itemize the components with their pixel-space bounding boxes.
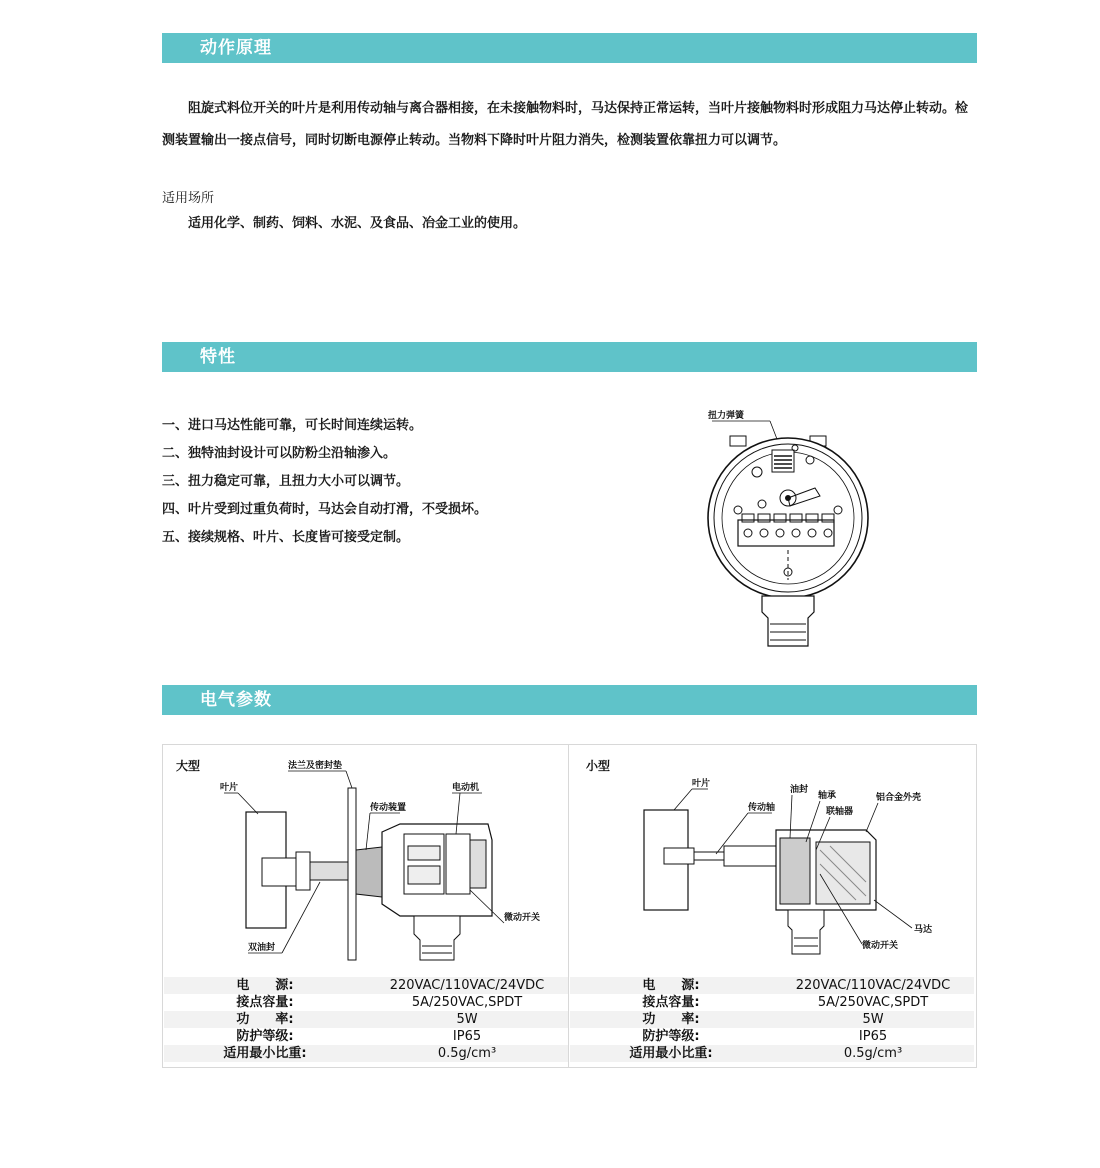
spec-key: 防护等级: xyxy=(236,1029,294,1044)
usage-text: 适用化学、制药、饲料、水泥、及食品、冶金工业的使用。 xyxy=(188,216,527,231)
spec-value: 0.5g/cm³ xyxy=(366,1045,568,1062)
feature-item: 二、独特油封设计可以防粉尘沿轴渗入。 xyxy=(162,446,397,461)
spec-key: 防护等级: xyxy=(642,1029,700,1044)
small-spec-table xyxy=(570,977,974,1062)
label-housing: 铝合金外壳 xyxy=(876,793,922,803)
features-list xyxy=(162,412,487,552)
feature-item: 一、进口马达性能可靠，可长时间连续运转。 xyxy=(162,418,423,433)
label-small-motor: 马达 xyxy=(914,925,933,935)
label-shaft: 传动轴 xyxy=(748,803,776,813)
label-drive: 传动装置 xyxy=(370,803,407,813)
large-model-title: 大型 xyxy=(176,759,201,773)
table-row xyxy=(570,994,974,1011)
large-model-diagram xyxy=(170,750,565,972)
label-bearing: 轴承 xyxy=(818,791,837,801)
label-small-microswitch: 微动开关 xyxy=(862,941,899,951)
spec-key: 电 源: xyxy=(570,977,772,994)
spec-value: 5W xyxy=(366,1011,568,1028)
table-row xyxy=(570,1045,974,1062)
spec-value: 5A/250VAC,SPDT xyxy=(411,995,523,1010)
spec-value: 5W xyxy=(772,1011,974,1028)
table-row xyxy=(164,977,568,994)
table-row xyxy=(164,994,568,1011)
params-divider xyxy=(568,744,569,1068)
table-row xyxy=(164,1045,568,1062)
spec-value: 5A/250VAC,SPDT xyxy=(817,995,929,1010)
feature-item: 四、叶片受到过重负荷时，马达会自动打滑，不受损坏。 xyxy=(162,502,488,517)
spec-key: 功 率: xyxy=(570,1011,772,1028)
principle-paragraph: 阻旋式料位开关的叶片是利用传动轴与离合器相接，在未接触物料时，马达保持正常运转，当叶片接触物料时形成阻力马达停止转动。检测装置输出一接点信号，同时切断电源停止转动。当物料下降时叶片阻力消失，检测装置依靠扭力可以调节。 xyxy=(162,101,969,148)
table-row xyxy=(570,1028,974,1045)
label-motor: 电动机 xyxy=(452,783,480,793)
label-double-seal: 双油封 xyxy=(248,943,276,953)
label-blade: 叶片 xyxy=(220,783,239,793)
section-title-electrical: 电气参数 xyxy=(162,685,977,715)
table-row xyxy=(570,977,974,994)
label-coupling: 联轴器 xyxy=(826,807,854,817)
spec-value: IP65 xyxy=(452,1029,482,1044)
table-row xyxy=(164,1028,568,1045)
spec-key: 功 率: xyxy=(164,1011,366,1028)
label-microswitch: 微动开关 xyxy=(504,913,541,923)
table-row xyxy=(570,1011,974,1028)
feature-item: 三、扭力稳定可靠，且扭力大小可以调节。 xyxy=(162,474,410,489)
spec-value: 220VAC/110VAC/24VDC xyxy=(366,977,568,994)
label-flange: 法兰及密封垫 xyxy=(288,761,343,771)
spec-value: 0.5g/cm³ xyxy=(772,1045,974,1062)
small-model-title: 小型 xyxy=(586,759,611,773)
spec-key: 电 源: xyxy=(164,977,366,994)
small-model-diagram xyxy=(576,750,971,972)
table-row xyxy=(164,1011,568,1028)
torsion-spring-label: 扭力弹簧 xyxy=(708,411,745,421)
spec-key: 适用最小比重: xyxy=(570,1045,772,1062)
spec-key: 适用最小比重: xyxy=(164,1045,366,1062)
label-oil-seal: 油封 xyxy=(790,785,809,795)
spec-key: 接点容量: xyxy=(236,995,294,1010)
spec-value: IP65 xyxy=(858,1029,888,1044)
large-spec-table xyxy=(164,977,568,1062)
spec-value: 220VAC/110VAC/24VDC xyxy=(772,977,974,994)
section-title-features: 特性 xyxy=(162,342,977,372)
section-title-principle: 动作原理 xyxy=(162,33,977,63)
usage-title: 适用场所 xyxy=(162,191,215,206)
feature-item: 五、接续规格、叶片、长度皆可接受定制。 xyxy=(162,530,410,545)
spec-key: 接点容量: xyxy=(642,995,700,1010)
housing-diagram xyxy=(690,400,890,660)
label-small-blade: 叶片 xyxy=(692,779,711,789)
